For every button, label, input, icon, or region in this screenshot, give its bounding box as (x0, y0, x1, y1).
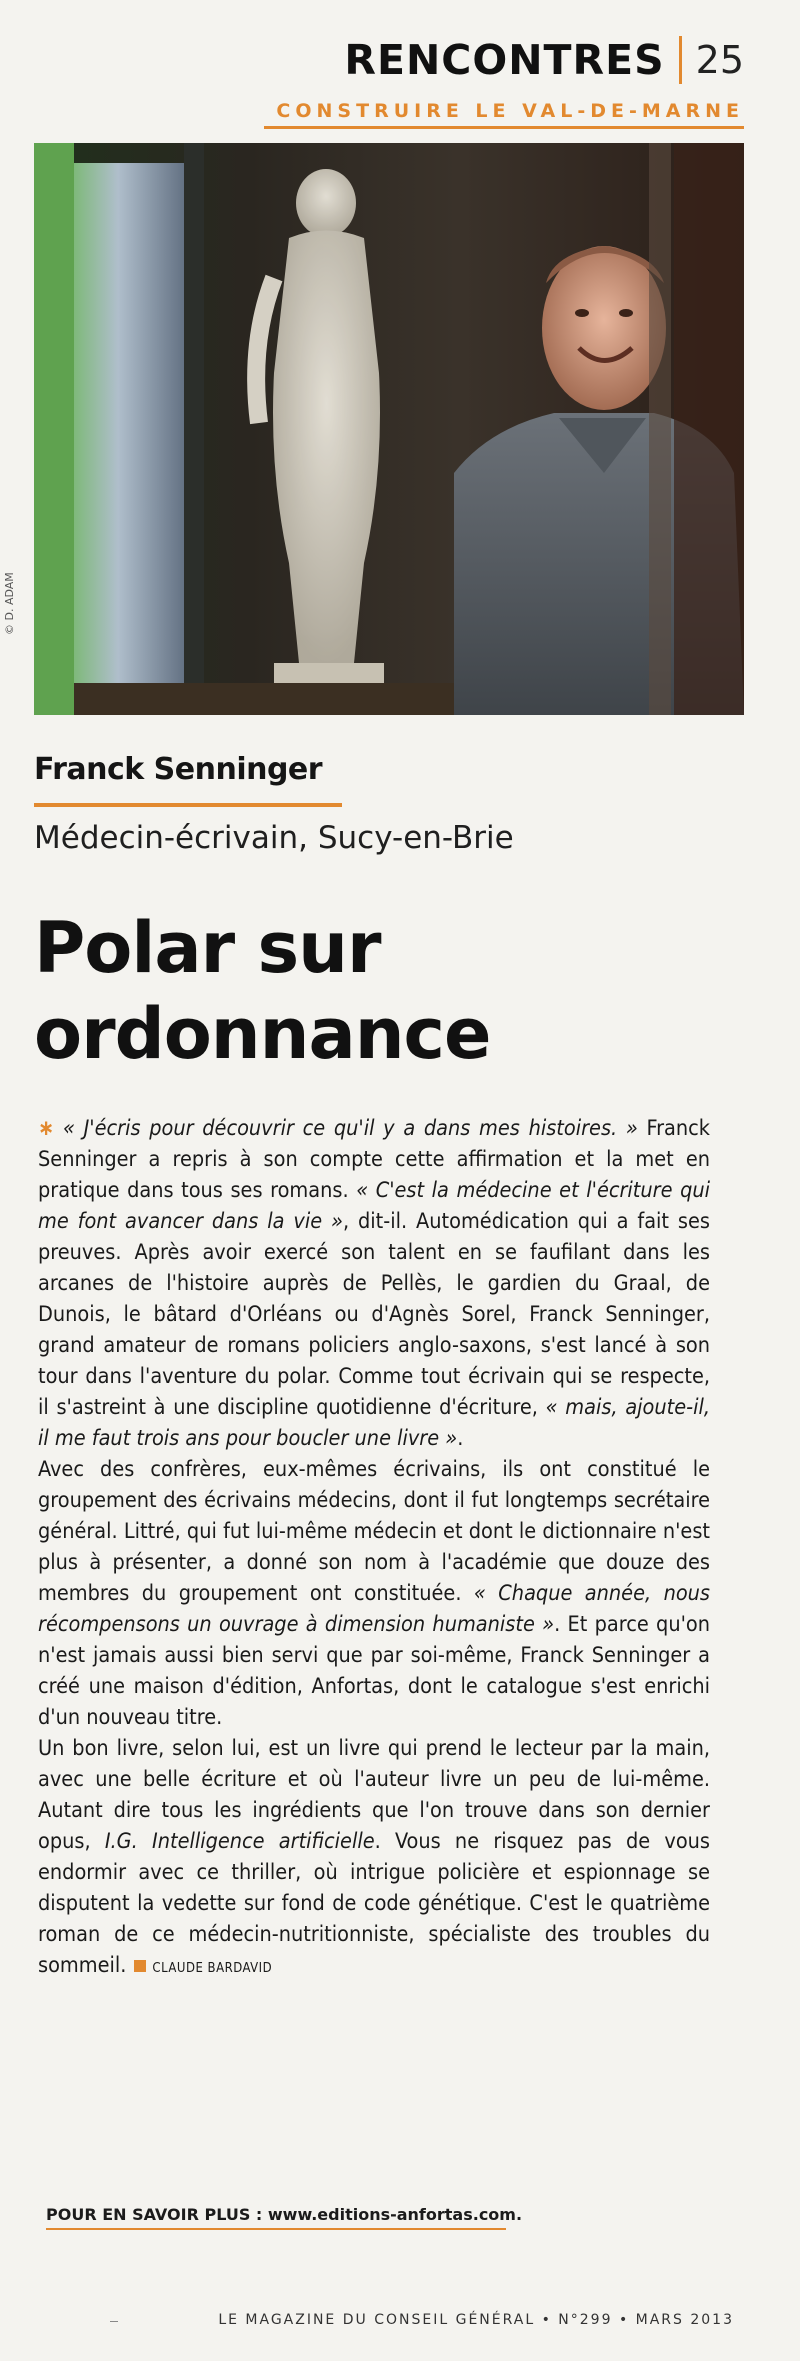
section-title: RENCONTRES (344, 36, 665, 84)
more-info-underline (46, 2228, 506, 2230)
quote: « Chaque année, nous récompensons un ouvrage à dimension humaniste » (38, 1581, 711, 1637)
asterisk-icon: ∗ (38, 1116, 55, 1141)
page-header (36, 36, 744, 126)
more-info[interactable]: POUR EN SAVOIR PLUS : www.editions-anfortas.com. (46, 2205, 523, 2224)
quote: « C'est la médecine et l'écriture qui me font avancer dans la vie » (38, 1178, 711, 1234)
page-footer: LE MAGAZINE DU CONSEIL GÉNÉRAL • N°299 • MARS 2013 (218, 2312, 734, 2328)
article-headline: Polar sur ordonnance (34, 907, 491, 1075)
quote: « J'écris pour découvrir ce qu'il y a dans mes histoires. » (62, 1116, 638, 1141)
header-divider (679, 36, 682, 84)
portrait-photo (34, 143, 744, 715)
section-subtitle: CONSTRUIRE LE VAL-DE-MARNE (276, 100, 744, 122)
article-paragraph-3: Un bon livre, selon lui, est un livre qui prend le lecteur par la main, avec une belle écriture et où l'auteur livre un peu de lui-même. Autant dire tous les ingrédients que l'on trouve dans son dernier opus, I.G. Intelligence artificielle. Vous ne risquez pas de vous endormir avec ce thriller, où intrigue policière et espionnage se disputent la vedette sur fond de code génétique. C'est le quatrième roman de ce médecin-nutritionniste, spécialiste des troubles du sommeil. CLAUDE BARDAVID (38, 1736, 710, 1978)
quote: « mais, ajoute-il, il me faut trois ans pour boucler une livre » (38, 1395, 710, 1451)
article-paragraph-1: ∗ « J'écris pour découvrir ce qu'il y a dans mes histoires. » Franck Senninger a repris à son compte cette affirmation et la met en pratique dans tous ses romans. « C'est la médecine et l'écriture qui me font avancer dans la vie », dit-il. Automédication qui a fait ses preuves. Après avoir exercé son talent en se faufilant dans les arcanes de l'histoire auprès de Pellès, le gardien du Graal, de Dunois, le bâtard d'Orléans ou d'Agnès Sorel, Franck Senninger, grand amateur de romans policiers anglo-saxons, s'est lancé à son tour dans l'aventure du polar. Comme tout écrivain qui se respecte, il s'astreint à une discipline quotidienne d'écriture, « mais, ajoute-il, il me faut trois ans pour boucler une livre ». (38, 1116, 711, 1451)
person-role: Médecin-écrivain, Sucy-en-Brie (34, 820, 514, 856)
profile-name-block (34, 752, 322, 787)
person-name: Franck Senninger (34, 752, 323, 787)
header-rule (264, 126, 744, 129)
photo-credit: © D. ADAM (3, 572, 16, 635)
section-row (344, 36, 744, 84)
article-body (38, 1113, 710, 1984)
signature-square-icon (134, 1960, 146, 1972)
footer-dash (110, 2321, 118, 2322)
book-title: I.G. Intelligence artificielle (104, 1829, 375, 1854)
portrait-image (34, 143, 744, 715)
article-paragraph-2: Avec des confrères, eux-mêmes écrivains, ils ont constitué le groupement des écrivains médecins, dont il fut longtemps secrétaire général. Littré, qui fut lui-même médecin et dont le dictionnaire n'est plus à présenter, a donné son nom à l'académie que douze des membres du groupement ont constituée. « Chaque année, nous récompensons un ouvrage à dimension humaniste ». Et parce qu'on n'est jamais aussi bien servi que par soi-même, Franck Senninger a créé une maison d'édition, Anfortas, dont le catalogue s'est enrichi d'un nouveau titre. (38, 1457, 711, 1730)
author-signature: CLAUDE BARDAVID (152, 1961, 273, 1976)
page-number: 25 (695, 38, 744, 82)
name-underline (34, 803, 342, 807)
